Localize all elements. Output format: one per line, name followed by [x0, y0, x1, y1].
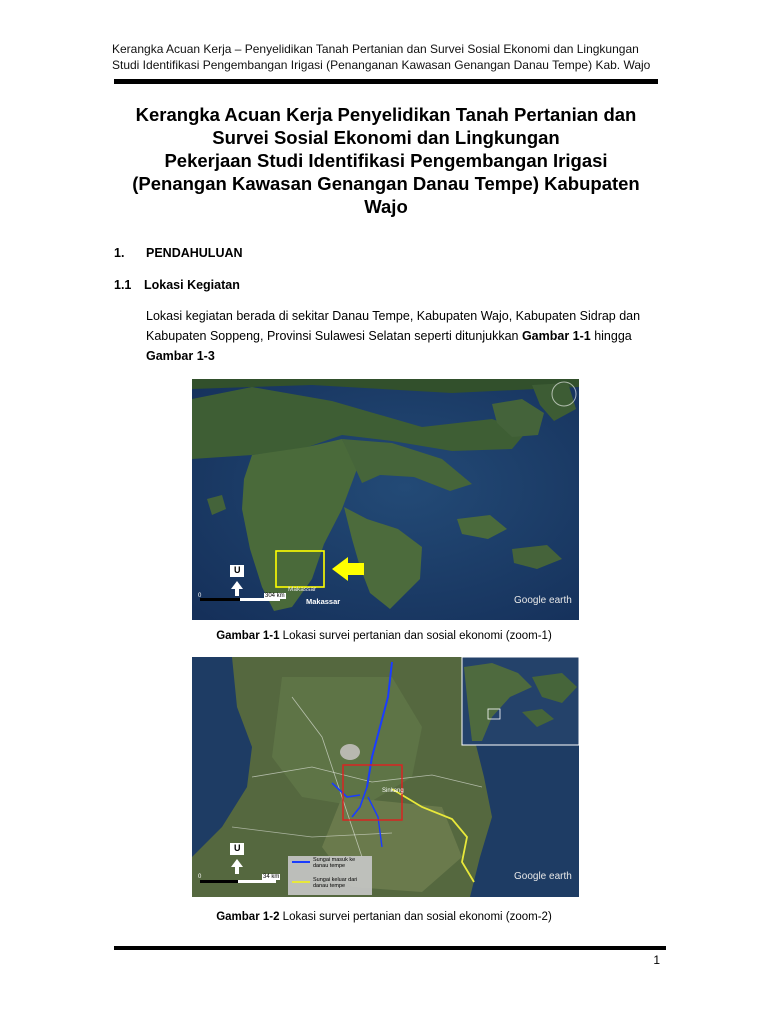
caption-label: Gambar 1-1 — [216, 630, 280, 642]
title-line-5: Wajo — [364, 196, 408, 217]
scale-label: 304 km — [265, 593, 285, 599]
figure-caption-1 — [104, 630, 664, 642]
figure-caption-2 — [104, 911, 664, 923]
google-earth-logo: Google earth — [514, 871, 572, 882]
scale-label: 34 km — [263, 874, 280, 880]
caption-label: Gambar 1-2 — [216, 911, 280, 923]
subsection-title: Lokasi Kegiatan — [144, 278, 240, 292]
google-earth-logo: Google earth — [514, 595, 572, 606]
header-line-1: Kerangka Acuan Kerja – Penyelidikan Tanah Pertanian dan Survei Sosial Ekonomi dan Lingkungan — [112, 42, 639, 56]
legend-item-inflow: Sungai masuk ke danau tempe — [313, 857, 356, 869]
header-line-2: Studi Identifikasi Pengembangan Irigasi (Penanganan Kawasan Genangan Danau Tempe) Kab. Wajo — [112, 58, 651, 72]
title-line-3: Pekerjaan Studi Identifikasi Pengembangan Irigasi — [164, 150, 608, 171]
body-paragraph — [146, 306, 646, 366]
footer-rule — [114, 946, 666, 950]
city-label: Makassar — [306, 597, 341, 606]
scale-zero: 0 — [198, 593, 202, 599]
north-label: U — [234, 565, 241, 575]
document-title — [114, 103, 658, 218]
scale-zero: 0 — [198, 874, 202, 880]
satellite-map-zoom-2 — [192, 657, 579, 897]
north-label: U — [234, 843, 241, 853]
caption-text: Lokasi survei pertanian dan sosial ekonomi (zoom-2) — [279, 911, 552, 923]
legend-item-outflow: Sungai keluar dari danau tempe — [313, 877, 358, 889]
place-label: Sinkang — [382, 788, 404, 794]
section-title: PENDAHULUAN — [146, 246, 243, 260]
section-number: 1. — [114, 246, 125, 260]
running-header — [112, 41, 672, 73]
figure-reference: Gambar 1-1 — [521, 329, 591, 343]
caption-text: Lokasi survei pertanian dan sosial ekonomi (zoom-1) — [279, 630, 552, 642]
map-image — [192, 657, 579, 897]
title-line-4: (Penangan Kawasan Genangan Danau Tempe) Kabupaten — [132, 173, 640, 194]
header-rule — [114, 79, 658, 84]
title-line-1: Kerangka Acuan Kerja Penyelidikan Tanah Pertanian dan — [135, 104, 637, 125]
city-label-faint: Makassar — [288, 586, 317, 593]
satellite-map-zoom-1 — [192, 379, 579, 620]
subsection-number: 1.1 — [114, 278, 132, 292]
paragraph-text: Lokasi kegiatan berada di sekitar Danau Tempe, Kabupaten Wajo, Kabupaten Sidrap dan Kabupaten Soppeng, Provinsi Sulawesi Selatan seperti ditunjukkan — [146, 309, 641, 343]
map-image — [192, 379, 579, 620]
title-line-2: Survei Sosial Ekonomi dan Lingkungan — [212, 127, 560, 148]
page-number: 1 — [653, 953, 660, 967]
paragraph-text: hingga — [590, 329, 632, 343]
figure-reference: Gambar 1-3 — [146, 349, 215, 363]
